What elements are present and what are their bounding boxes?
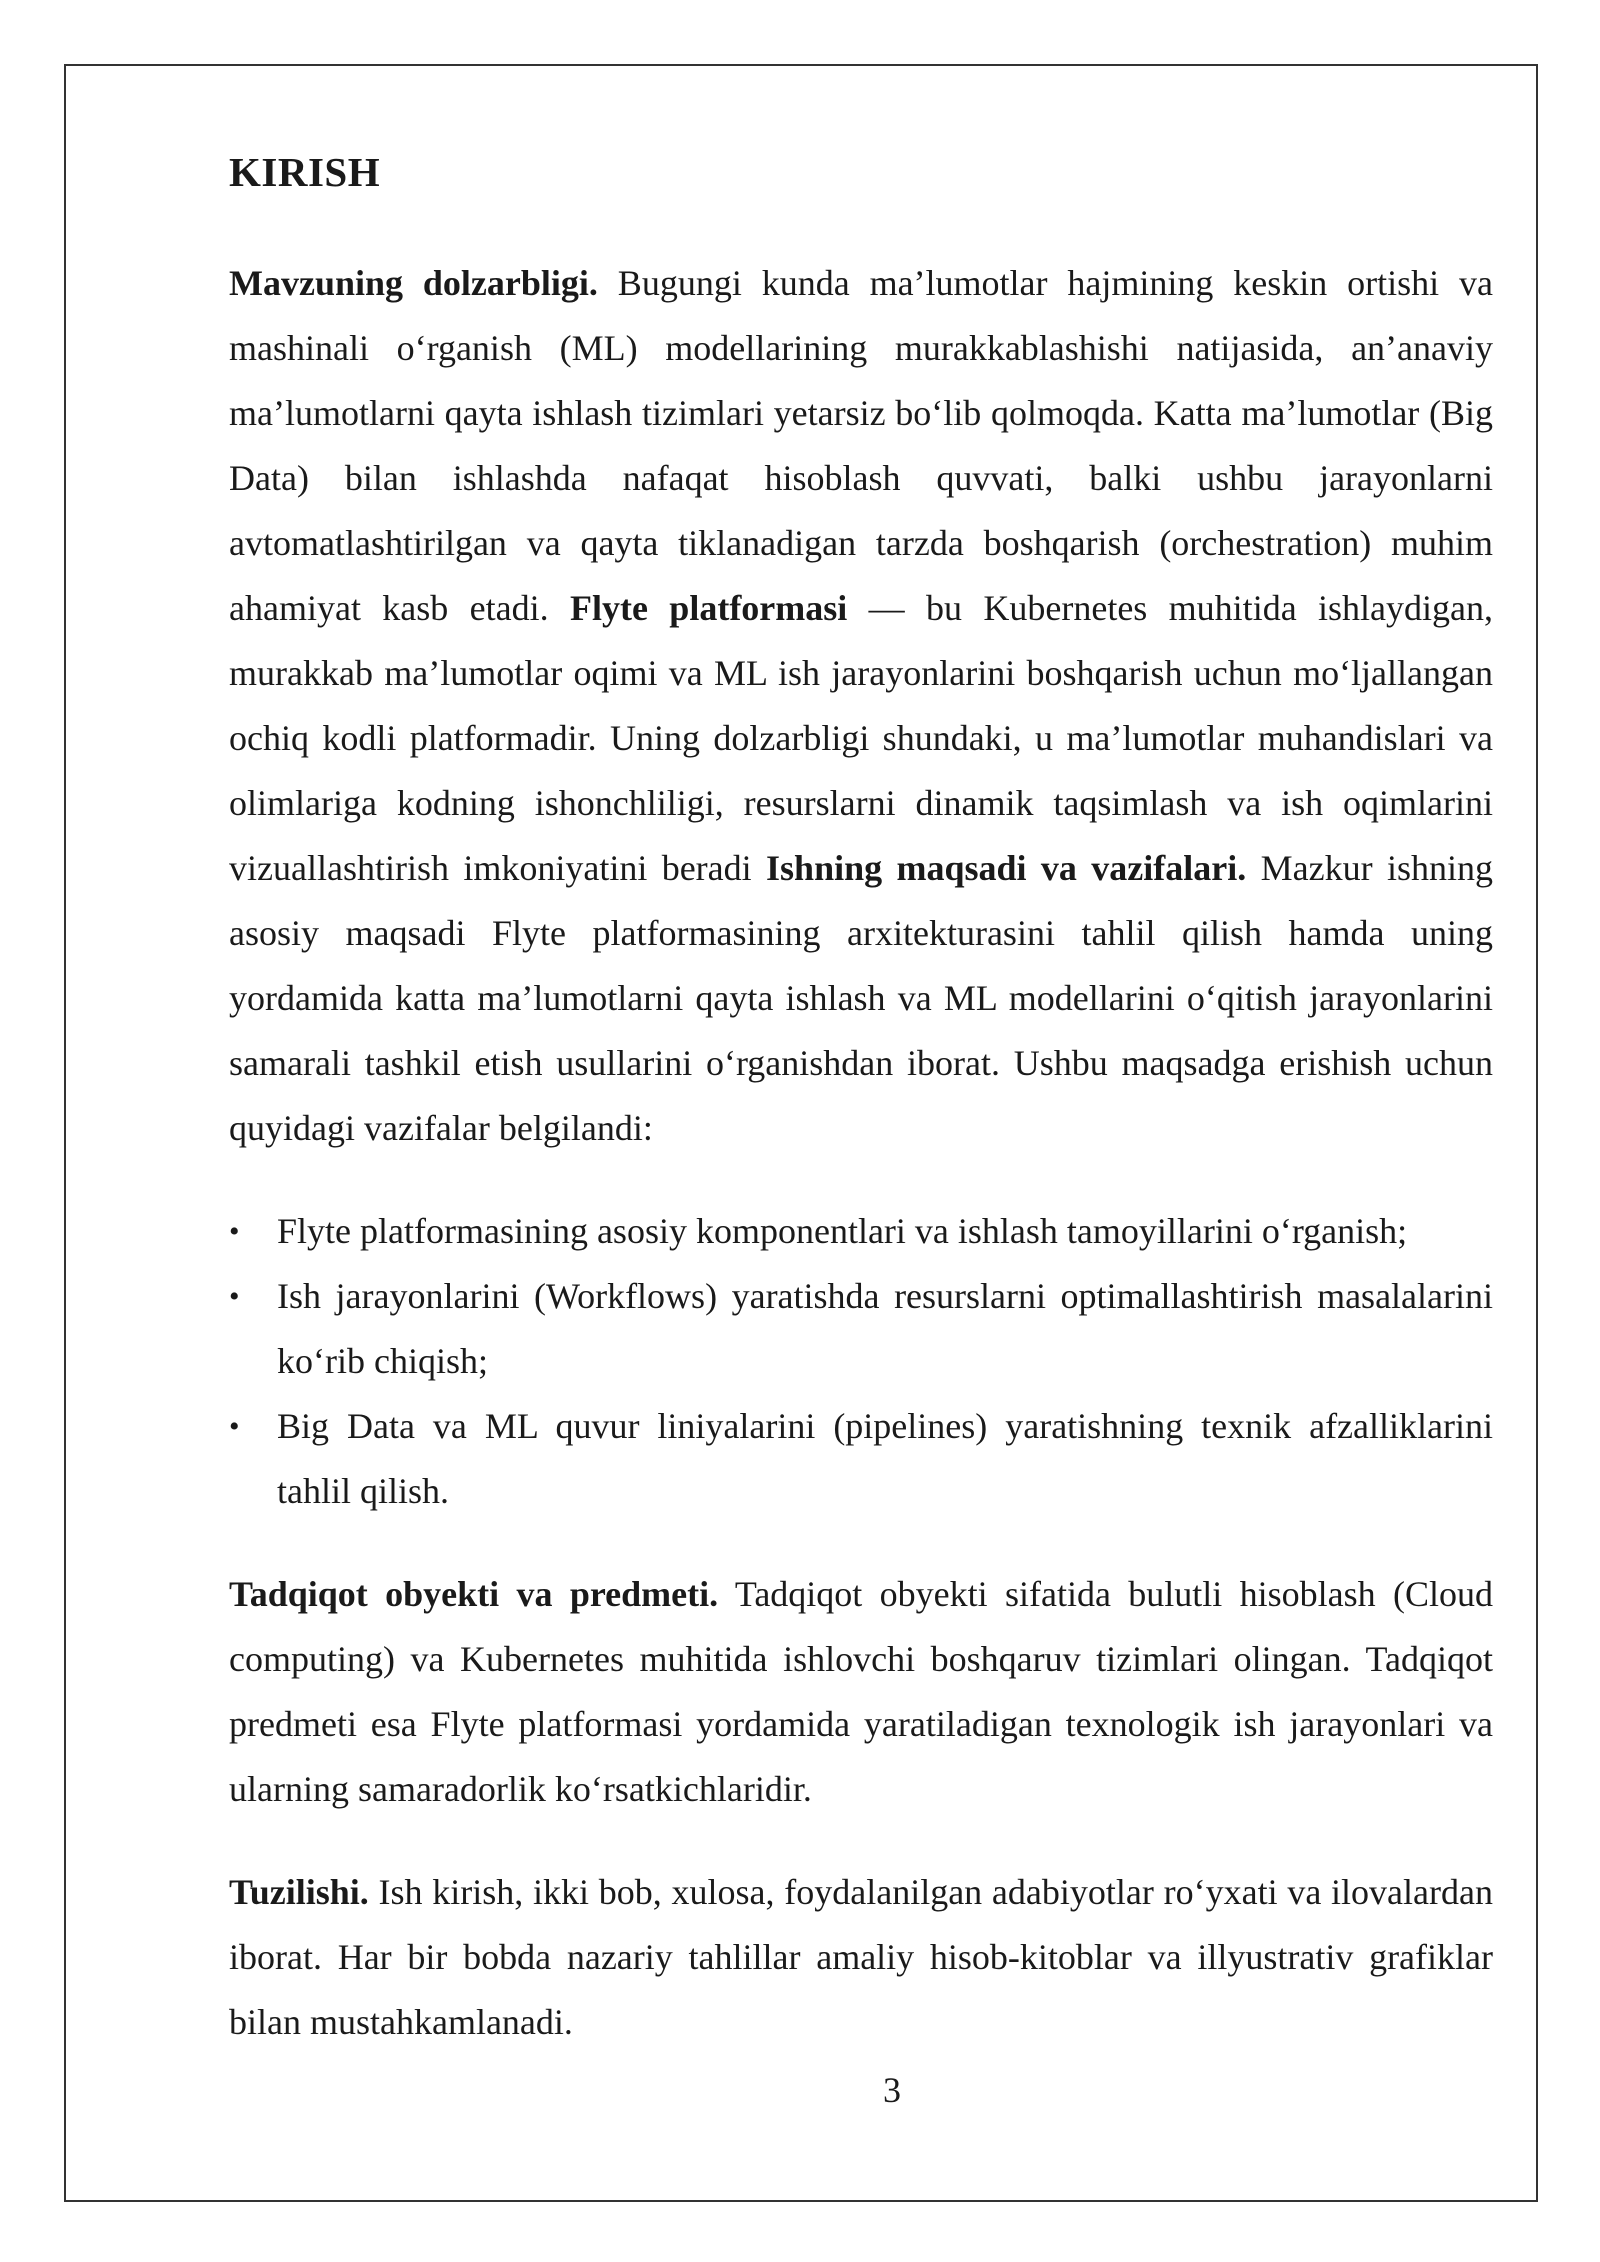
list-item xyxy=(229,1264,1493,1394)
task-list xyxy=(229,1199,1493,1524)
text-structure: Ish kirish, ikki bob, xulosa, foydalanilgan adabiyotlar ro‘yxati va ilovalardan iborat. Har bir bobda nazariy tahlillar amaliy hisob-kitoblar va illyustrativ grafiklar bilan mustahkamlanadi. xyxy=(229,1872,1493,2043)
list-item xyxy=(229,1394,1493,1524)
list-item-text: Ish jarayonlarini (Workflows) yaratishda resurslarni optimallashtirish masalalarini ko‘rib chiqish; xyxy=(277,1276,1493,1382)
text-goals: Mazkur ishning asosiy maqsadi Flyte platformasining arxitekturasini tahlil qilish hamda uning yordamida katta ma’lumotlarni qayta ishlash va ML modellarini o‘qitish jarayonlarini samarali tashkil etish usullarini o‘rganishdan iborat. Ushbu maqsadga erishish uchun quyidagi vazifalar belgilandi: xyxy=(229,848,1493,1149)
page-title: KIRISH xyxy=(229,149,381,195)
list-item xyxy=(229,1199,1493,1264)
bullet-icon: • xyxy=(229,1215,240,1249)
text-relevance: Bugungi kunda ma’lumotlar hajmining keskin ortishi va mashinali o‘rganish (ML) modellarining murakkablashishi natijasida, an’anaviy ma’lumotlarni qayta ishlash tizimlari yetarsiz bo‘lib qolmoqda. Katta ma’lumotlar (Big Data) bilan ishlashda nafaqat hisoblash quvvati, balki ushbu jarayonlarni avtomatlashtirilgan va qayta tiklanadigan tarzda boshqarish (orchestration) muhim ahamiyat kasb etadi. xyxy=(229,263,1493,629)
lead-relevance: Mavzuning dolzarbligi. xyxy=(229,263,598,304)
page-number: 3 xyxy=(883,2070,901,2110)
bullet-icon: • xyxy=(229,1280,240,1314)
text-flyte: — bu Kubernetes muhitida ishlaydigan, murakkab ma’lumotlar oqimi va ML ish jarayonlarini boshqarish uchun mo‘ljallangan ochiq kodli platformadir. Uning dolzarbligi shundaki, u ma’lumotlar muhandislari va olimlariga kodning ishonchliligi, resurslarni dinamik taqsimlash va ish oqimlarini vizuallashtirish imkoniyatini beradi xyxy=(229,588,1494,889)
lead-structure: Tuzilishi. xyxy=(229,1872,369,1913)
list-item-text: Big Data va ML quvur liniyalarini (pipelines) yaratishning texnik afzalliklarini tahlil qilish. xyxy=(277,1406,1493,1512)
paragraph-relevance xyxy=(229,251,1493,1161)
lead-goals: Ishning maqsadi va vazifalari. xyxy=(766,848,1247,889)
text-object: Tadqiqot obyekti sifatida bulutli hisoblash (Cloud computing) va Kubernetes muhitida ishlovchi boshqaruv tizimlari olingan. Tadqiqot predmeti esa Flyte platformasi yordamida yaratiladigan texnologik ish jarayonlari va ularning samaradorlik ko‘rsatkichlaridir. xyxy=(229,1574,1493,1810)
lead-object: Tadqiqot obyekti va predmeti. xyxy=(229,1574,719,1615)
bold-flyte-platform: Flyte platformasi xyxy=(569,588,848,629)
list-item-text: Flyte platformasining asosiy komponentlari va ishlash tamoyillarini o‘rganish; xyxy=(277,1211,1408,1252)
paragraph-object xyxy=(229,1562,1493,1822)
paragraph-structure xyxy=(229,1860,1493,2055)
document-body xyxy=(229,148,1493,2055)
bullet-icon: • xyxy=(229,1410,240,1444)
